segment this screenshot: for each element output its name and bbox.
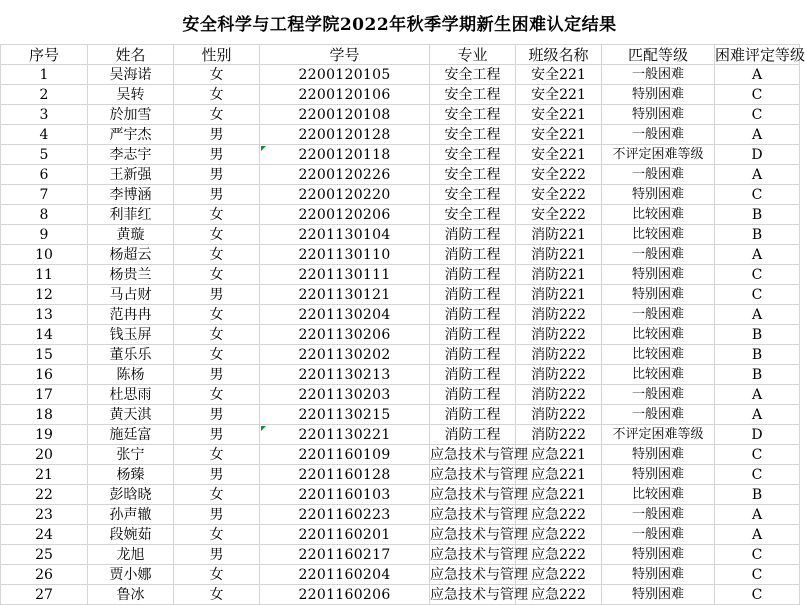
cell-student-id[interactable]: 2201130111 [260,265,430,285]
cell-name[interactable]: 杨臻 [88,465,174,485]
cell-student-id[interactable]: 2200120128 [260,125,430,145]
cell-gender[interactable]: 男 [174,465,260,485]
cell-name[interactable]: 钱玉屏 [88,325,174,345]
header-name[interactable]: 姓名 [88,45,174,65]
cell-class[interactable]: 消防222 [516,365,602,385]
cell-grade[interactable]: C [715,465,800,485]
cell-name[interactable]: 龙旭 [88,545,174,565]
cell-match-level[interactable]: 特别困难 [602,105,715,125]
cell-major[interactable]: 安全工程 [430,165,516,185]
cell-seq[interactable]: 5 [1,145,88,165]
table-row [1,505,800,525]
cell-class[interactable]: 安全221 [516,125,602,145]
cell-grade[interactable]: C [715,265,800,285]
header-student-id[interactable]: 学号 [260,45,430,65]
table-row [1,165,800,185]
cell-student-id[interactable]: 2201130213 [260,365,430,385]
cell-major[interactable]: 消防工程 [430,385,516,405]
cell-class[interactable]: 应急222 [516,525,602,545]
cell-student-id[interactable]: 2201130121 [260,285,430,305]
cell-match-level[interactable]: 特别困难 [602,185,715,205]
cell-seq[interactable]: 27 [1,585,88,605]
cell-match-level[interactable]: 一般困难 [602,385,715,405]
cell-major[interactable]: 消防工程 [430,265,516,285]
table-row [1,245,800,265]
cell-grade[interactable]: D [715,145,800,165]
cell-class[interactable]: 消防222 [516,425,602,445]
cell-seq[interactable]: 17 [1,385,88,405]
cell-student-id[interactable]: 2201160103 [260,485,430,505]
cell-major[interactable]: 安全工程 [430,125,516,145]
table-row [1,225,800,245]
header-major[interactable]: 专业 [430,45,516,65]
cell-gender[interactable]: 男 [174,365,260,385]
cell-seq[interactable]: 7 [1,185,88,205]
cell-gender[interactable]: 男 [174,425,260,445]
cell-class[interactable]: 安全221 [516,145,602,165]
cell-student-id[interactable]: 2201130204 [260,305,430,325]
cell-class[interactable]: 消防221 [516,225,602,245]
cell-grade[interactable]: A [715,165,800,185]
cell-name[interactable]: 李志宇 [88,145,174,165]
cell-name[interactable]: 贾小娜 [88,565,174,585]
cell-name[interactable]: 鲁冰 [88,585,174,605]
table-row [1,405,800,425]
cell-gender[interactable]: 女 [174,245,260,265]
cell-grade[interactable]: C [715,545,800,565]
cell-name[interactable]: 马占财 [88,285,174,305]
table-row [1,285,800,305]
header-match-level[interactable]: 匹配等级 [602,45,715,65]
cell-seq[interactable]: 12 [1,285,88,305]
cell-name[interactable]: 吴转 [88,85,174,105]
cell-gender[interactable]: 女 [174,485,260,505]
cell-match-level[interactable]: 特别困难 [602,85,715,105]
cell-major[interactable]: 消防工程 [430,325,516,345]
cell-major[interactable]: 安全工程 [430,205,516,225]
results-table [0,44,805,605]
cell-gender[interactable]: 女 [174,65,260,85]
cell-seq[interactable]: 23 [1,505,88,525]
cell-match-level[interactable]: 比较困难 [602,205,715,225]
cell-gender[interactable]: 男 [174,285,260,305]
cell-major[interactable]: 安全工程 [430,65,516,85]
header-class[interactable]: 班级名称 [516,45,602,65]
cell-name[interactable]: 董乐乐 [88,345,174,365]
cell-name[interactable]: 施廷富 [88,425,174,445]
cell-major[interactable]: 应急技术与管理 [430,566,528,583]
cell-gender[interactable]: 女 [174,305,260,325]
cell-name[interactable]: 利菲红 [88,205,174,225]
cell-seq[interactable]: 9 [1,225,88,245]
cell-major[interactable]: 应急技术与管理 [430,586,528,603]
cell-major[interactable]: 消防工程 [430,425,516,445]
cell-name[interactable]: 严宇杰 [88,125,174,145]
table-row [1,325,800,345]
cell-class[interactable]: 消防222 [516,305,602,325]
cell-gender[interactable]: 女 [174,325,260,345]
cell-class[interactable]: 消防222 [516,405,602,425]
cell-major[interactable]: 应急技术与管理 [430,466,528,483]
cell-gender[interactable]: 女 [174,345,260,365]
cell-class[interactable]: 消防221 [516,285,602,305]
cell-match-level[interactable]: 特别困难 [602,465,715,485]
cell-name[interactable]: 张宁 [88,445,174,465]
cell-name[interactable]: 李博涵 [88,185,174,205]
table-row [1,265,800,285]
cell-grade[interactable]: B [715,485,800,505]
cell-match-level[interactable]: 一般困难 [602,405,715,425]
cell-grade[interactable]: C [715,85,800,105]
cell-name[interactable]: 吴海诺 [88,65,174,85]
table-row [1,85,800,105]
cell-seq[interactable]: 8 [1,205,88,225]
header-gender[interactable]: 性别 [174,45,260,65]
cell-grade[interactable]: A [715,525,800,545]
cell-gender[interactable]: 男 [174,505,260,525]
cell-match-level[interactable]: 特别困难 [602,445,715,465]
cell-major[interactable]: 消防工程 [430,405,516,425]
cell-gender[interactable]: 男 [174,165,260,185]
cell-student-id[interactable]: 2201130110 [260,245,430,265]
cell-gender[interactable]: 女 [174,225,260,245]
cell-seq[interactable]: 22 [1,485,88,505]
table-row [1,445,800,465]
cell-grade[interactable]: C [715,445,800,465]
cell-match-level[interactable]: 不评定困难等级 [602,145,715,165]
cell-seq[interactable]: 24 [1,525,88,545]
table-body [1,65,800,605]
cell-class[interactable]: 消防221 [516,265,602,285]
cell-match-level[interactable]: 不评定困难等级 [602,425,715,445]
cell-major[interactable]: 消防工程 [430,285,516,305]
cell-grade[interactable]: B [715,205,800,225]
cell-match-level[interactable]: 一般困难 [602,165,715,185]
cell-student-id[interactable]: 2200120220 [260,185,430,205]
cell-student-id[interactable]: 2201160206 [260,585,430,605]
cell-major[interactable]: 应急技术与管理 [430,486,528,503]
cell-major[interactable]: 应急技术与管理 [430,446,528,463]
cell-grade[interactable]: B [715,225,800,245]
table-row [1,65,800,85]
cell-gender[interactable]: 女 [174,85,260,105]
cell-student-id[interactable]: 2201130104 [260,225,430,245]
table-row [1,585,800,605]
cell-student-id[interactable]: 2200120206 [260,205,430,225]
cell-match-level[interactable]: 比较困难 [602,325,715,345]
cell-class[interactable]: 消防221 [516,245,602,265]
cell-class[interactable]: 应急222 [516,585,602,605]
cell-name[interactable]: 杨超云 [88,245,174,265]
cell-seq[interactable]: 20 [1,445,88,465]
table-row [1,465,800,485]
cell-seq[interactable]: 1 [1,65,88,85]
table-row [1,205,800,225]
header-grade[interactable]: 困难评定等级 [715,45,805,64]
cell-grade[interactable]: A [715,405,800,425]
cell-student-id[interactable]: 2200120118 [260,145,430,165]
cell-grade[interactable]: C [715,565,800,585]
table-row [1,425,800,445]
cell-student-id[interactable]: 2201160204 [260,565,430,585]
cell-name[interactable]: 黄天淇 [88,405,174,425]
cell-match-level[interactable]: 特别困难 [602,265,715,285]
cell-grade[interactable]: A [715,385,800,405]
table-row [1,565,800,585]
cell-match-level[interactable]: 比较困难 [602,365,715,385]
cell-seq[interactable]: 2 [1,85,88,105]
cell-student-id[interactable]: 2201160109 [260,445,430,465]
cell-seq[interactable]: 10 [1,245,88,265]
cell-grade[interactable]: A [715,65,800,85]
cell-grade[interactable]: A [715,305,800,325]
cell-name[interactable]: 陈杨 [88,365,174,385]
cell-seq[interactable]: 13 [1,305,88,325]
cell-seq[interactable]: 3 [1,105,88,125]
cell-grade[interactable]: C [715,585,800,605]
cell-major[interactable]: 安全工程 [430,185,516,205]
cell-name[interactable]: 段婉茹 [88,525,174,545]
cell-major[interactable]: 消防工程 [430,245,516,265]
cell-student-id[interactable]: 2201130215 [260,405,430,425]
cell-grade[interactable]: B [715,325,800,345]
cell-match-level[interactable]: 一般困难 [602,305,715,325]
cell-major[interactable]: 应急技术与管理 [430,526,528,543]
cell-class[interactable]: 安全221 [516,105,602,125]
cell-grade[interactable]: B [715,345,800,365]
cell-major[interactable]: 消防工程 [430,365,516,385]
table-row [1,185,800,205]
cell-major[interactable]: 安全工程 [430,105,516,125]
cell-class[interactable]: 消防222 [516,345,602,365]
cell-major[interactable]: 消防工程 [430,345,516,365]
cell-match-level[interactable]: 比较困难 [602,485,715,505]
cell-gender[interactable]: 女 [174,525,260,545]
cell-student-id[interactable]: 2201130202 [260,345,430,365]
cell-class[interactable]: 应急221 [516,485,602,505]
cell-class[interactable]: 消防222 [516,385,602,405]
header-row [1,45,800,65]
cell-name[interactable]: 杜思雨 [88,385,174,405]
cell-grade[interactable]: C [715,185,800,205]
cell-name[interactable]: 王新强 [88,165,174,185]
cell-grade[interactable]: A [715,245,800,265]
cell-gender[interactable]: 男 [174,545,260,565]
cell-student-id[interactable]: 2201130206 [260,325,430,345]
cell-name[interactable]: 彭晗晓 [88,485,174,505]
cell-gender[interactable]: 男 [174,145,260,165]
table-row [1,105,800,125]
cell-match-level[interactable]: 比较困难 [602,225,715,245]
cell-major[interactable]: 应急技术与管理 [430,546,528,563]
cell-major[interactable]: 应急技术与管理 [430,506,528,523]
cell-match-level[interactable]: 特别困难 [602,285,715,305]
cell-class[interactable]: 安全221 [516,65,602,85]
cell-class[interactable]: 应急222 [516,565,602,585]
cell-seq[interactable]: 16 [1,365,88,385]
cell-match-level[interactable]: 一般困难 [602,525,715,545]
cell-major[interactable]: 消防工程 [430,225,516,245]
table-row [1,385,800,405]
cell-student-id[interactable]: 2201130203 [260,385,430,405]
cell-match-level[interactable]: 特别困难 [602,545,715,565]
cell-class[interactable]: 应急221 [516,465,602,485]
table-row [1,125,800,145]
cell-seq[interactable]: 14 [1,325,88,345]
cell-grade[interactable]: A [715,125,800,145]
cell-match-level[interactable]: 比较困难 [602,345,715,365]
cell-grade[interactable]: C [715,105,800,125]
cell-gender[interactable]: 男 [174,185,260,205]
cell-student-id[interactable]: 2200120108 [260,105,430,125]
cell-match-level[interactable]: 特别困难 [602,565,715,585]
table-row [1,305,800,325]
cell-class[interactable]: 安全222 [516,165,602,185]
cell-class[interactable]: 消防222 [516,325,602,345]
cell-seq[interactable]: 18 [1,405,88,425]
table-row [1,545,800,565]
cell-match-level[interactable]: 一般困难 [602,65,715,85]
cell-seq[interactable]: 15 [1,345,88,365]
table-row [1,145,800,165]
cell-gender[interactable]: 女 [174,385,260,405]
cell-match-level[interactable]: 一般困难 [602,245,715,265]
cell-gender[interactable]: 女 [174,445,260,465]
table-row [1,365,800,385]
cell-seq[interactable]: 25 [1,545,88,565]
cell-match-level[interactable]: 一般困难 [602,505,715,525]
cell-grade[interactable]: B [715,365,800,385]
cell-gender[interactable]: 女 [174,565,260,585]
cell-student-id[interactable]: 2200120106 [260,85,430,105]
cell-class[interactable]: 应急222 [516,505,602,525]
cell-student-id[interactable]: 2201160217 [260,545,430,565]
table-row [1,525,800,545]
cell-student-id[interactable]: 2201160201 [260,525,430,545]
cell-seq[interactable]: 4 [1,125,88,145]
header-seq[interactable]: 序号 [1,45,88,65]
cell-name[interactable]: 孙声辙 [88,505,174,525]
cell-student-id[interactable]: 2201160128 [260,465,430,485]
cell-class[interactable]: 安全221 [516,85,602,105]
cell-seq[interactable]: 6 [1,165,88,185]
cell-class[interactable]: 安全222 [516,185,602,205]
cell-class[interactable]: 应急221 [516,445,602,465]
cell-name[interactable]: 范冉冉 [88,305,174,325]
cell-gender[interactable]: 女 [174,205,260,225]
cell-student-id[interactable]: 2201160223 [260,505,430,525]
cell-match-level[interactable]: 特别困难 [602,585,715,605]
cell-seq[interactable]: 26 [1,565,88,585]
sheet-title[interactable]: 安全科学与工程学院2022年秋季学期新生困难认定结果 [182,14,617,35]
cell-grade[interactable]: A [715,505,800,525]
cell-student-id[interactable]: 2201130221 [260,425,430,445]
cell-gender[interactable]: 女 [174,105,260,125]
cell-gender[interactable]: 女 [174,585,260,605]
cell-student-id[interactable]: 2200120105 [260,65,430,85]
cell-major[interactable]: 安全工程 [430,85,516,105]
cell-seq[interactable]: 21 [1,465,88,485]
cell-grade[interactable]: C [715,285,800,305]
cell-match-level[interactable]: 一般困难 [602,125,715,145]
cell-class[interactable]: 安全222 [516,205,602,225]
cell-class[interactable]: 应急222 [516,545,602,565]
cell-seq[interactable]: 11 [1,265,88,285]
cell-gender[interactable]: 男 [174,405,260,425]
cell-major[interactable]: 安全工程 [430,145,516,165]
table-row [1,345,800,365]
cell-name[interactable]: 於加雪 [88,105,174,125]
cell-gender[interactable]: 女 [174,265,260,285]
cell-grade[interactable]: D [715,425,800,445]
cell-seq[interactable]: 19 [1,425,88,445]
cell-name[interactable]: 杨贵兰 [88,265,174,285]
cell-major[interactable]: 消防工程 [430,305,516,325]
table-row [1,485,800,505]
cell-student-id[interactable]: 2200120226 [260,165,430,185]
cell-name[interactable]: 黄璇 [88,225,174,245]
cell-gender[interactable]: 男 [174,125,260,145]
